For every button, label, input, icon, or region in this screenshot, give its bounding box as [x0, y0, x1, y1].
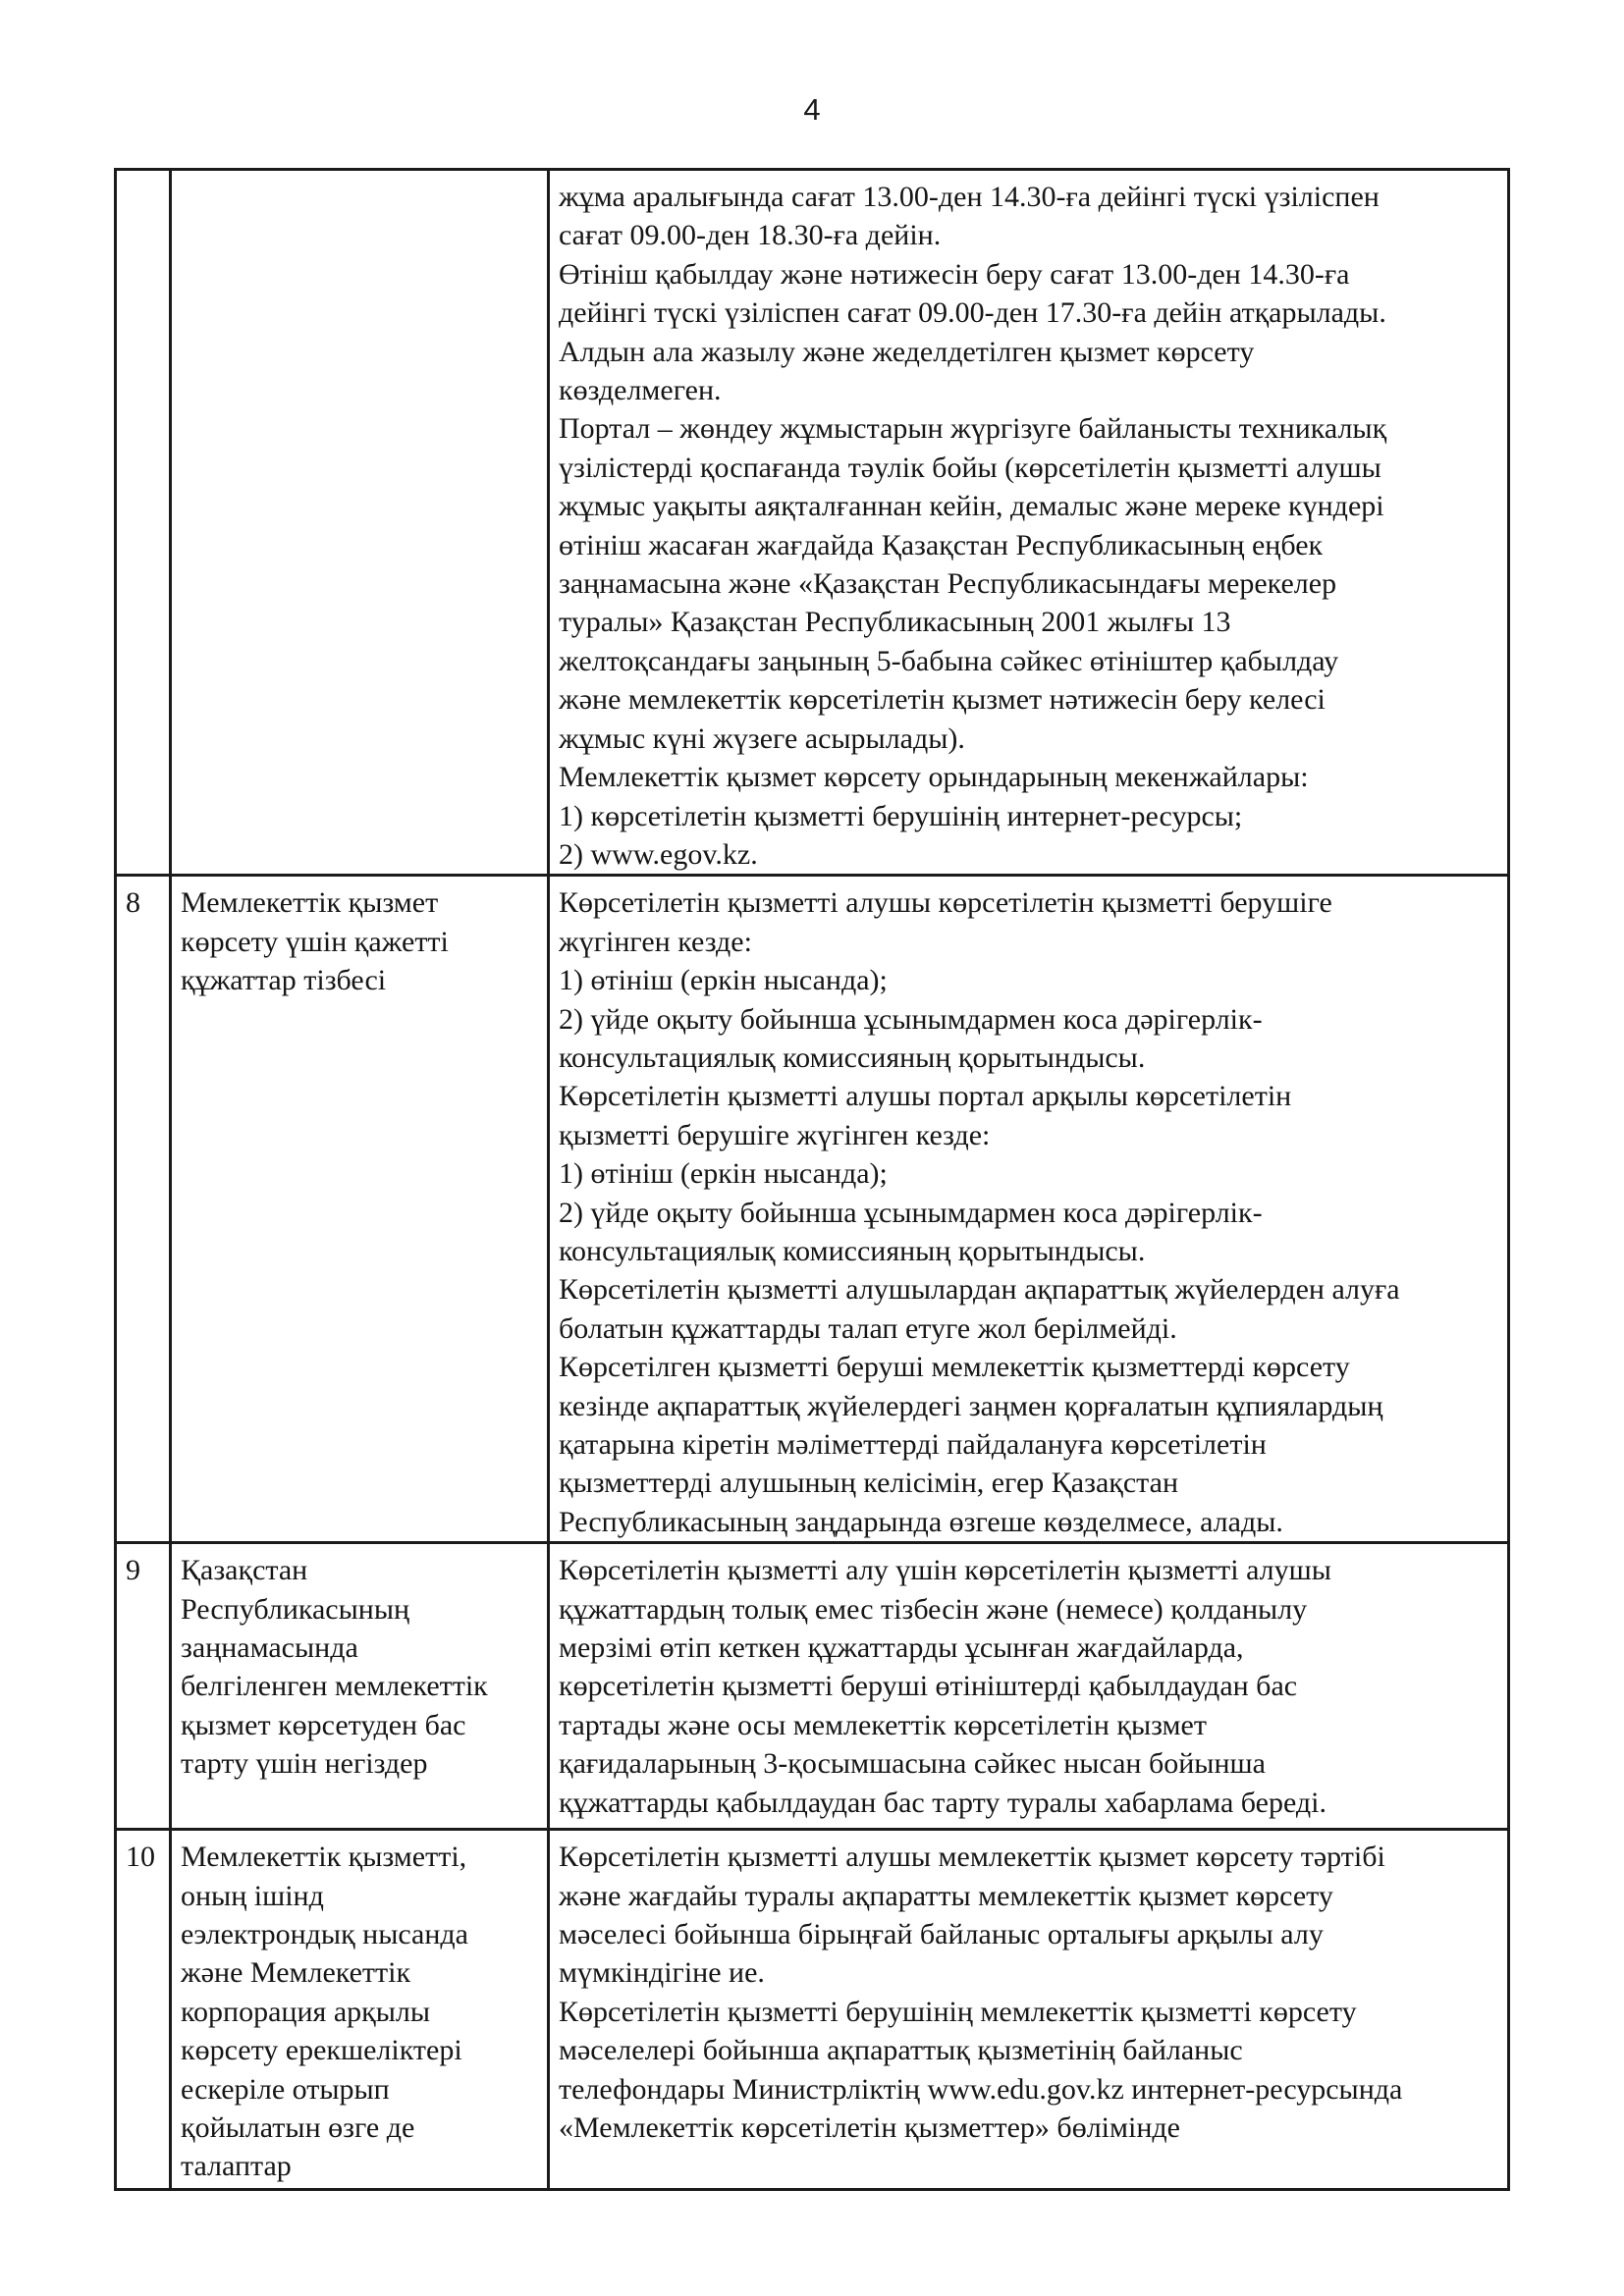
row-label-cell — [171, 1543, 549, 1830]
text-line: Мемлекеттік қызметті, — [181, 1841, 467, 1874]
text-line: Өтініш қабылдау және нәтижесін беру сағат 13.00-ден 14.30-ға — [559, 257, 1350, 291]
text-line: дейінгі түскі үзіліспен сағат 09.00-ден 17.30-ға дейін атқарылады. — [559, 296, 1386, 330]
text-line: тартады және осы мемлекеттік көрсетілетін қызмет — [559, 1708, 1207, 1741]
text-line: 1) өтініш (еркін нысанда); — [559, 964, 888, 997]
table-row — [116, 1543, 1509, 1830]
row-content — [559, 883, 1497, 1541]
row-number-cell — [116, 170, 171, 876]
row-content-cell — [549, 170, 1509, 876]
text-line: белгіленген мемлекеттік — [181, 1670, 488, 1703]
text-line: консультациялық комиссияның қорытындысы. — [559, 1234, 1146, 1267]
text-line: жұмыс күні жүзеге асырылады). — [559, 721, 965, 755]
text-line: мәселесі бойынша бірыңғай байланыс орталығы арқылы алу — [559, 1918, 1324, 1951]
text-line: 1) көрсетілетін қызметті берушінің интернет-ресурсы; — [559, 799, 1243, 832]
text-line: құжаттар тізбесі — [181, 964, 387, 997]
text-line: қызметті берушіге жүгінген кезде: — [559, 1118, 991, 1151]
document-table — [114, 168, 1510, 2191]
text-line: және жағдайы туралы ақпаратты мемлекеттік қызмет көрсету — [559, 1879, 1333, 1912]
text-line: құжаттардың толық емес тізбесін және (немесе) қолданылу — [559, 1592, 1308, 1626]
text-line: Қазақстан — [181, 1554, 308, 1587]
text-line: Мемлекеттік қызмет көрсету орындарының мекенжайлары: — [559, 761, 1309, 794]
text-line: көрсетілетін қызметті беруші өтініштерді қабылдаудан бас — [559, 1670, 1298, 1703]
text-line: 1) өтініш (еркін нысанда); — [559, 1157, 888, 1191]
text-line: болатын құжаттарды талап етуге жол берілмейді. — [559, 1311, 1177, 1345]
row-number-cell — [116, 876, 171, 1543]
row-content — [559, 178, 1497, 874]
row-content-cell — [549, 1543, 1509, 1830]
row-number: 9 — [126, 1554, 140, 1587]
text-line: Республикасының — [181, 1592, 410, 1626]
text-line: көрсету үшін қажетті — [181, 925, 449, 958]
text-line: мүмкіндігіне ие. — [559, 1956, 765, 1990]
text-line: еэлектрондық нысанда — [181, 1918, 468, 1951]
text-line: Көрсетілген қызметті беруші мемлекеттік қызметтерді көрсету — [559, 1351, 1350, 1384]
text-line: 2) үйде оқыту бойынша ұсынымдармен коса дәрігерлік- — [559, 1196, 1263, 1229]
table-row — [116, 170, 1509, 876]
row-label-cell — [171, 1830, 549, 2190]
text-line: және мемлекеттік көрсетілетін қызмет нәтижесін беру келесі — [559, 683, 1326, 717]
text-line: көрсету ерекшеліктері — [181, 2034, 462, 2067]
row-number: 10 — [126, 1841, 155, 1874]
row-label-cell — [171, 876, 549, 1543]
text-line: Көрсетілетін қызметті алушы портал арқылы көрсетілетін — [559, 1080, 1292, 1113]
text-line: көзделмеген. — [559, 374, 722, 407]
text-line: және Мемлекеттік — [181, 1956, 411, 1990]
text-line: Көрсетілетін қызметті берушінің мемлекеттік қызметті көрсету — [559, 1995, 1357, 2028]
text-line: телефондары Министрліктің www.edu.gov.kz интернет-ресурсында — [559, 2072, 1403, 2106]
text-line: қойылатын өзге де — [181, 2111, 415, 2145]
text-line: Республикасының заңдарында өзгеше көзделмесе, алады. — [559, 1505, 1283, 1538]
text-line: өтініш жасаған жағдайда Қазақстан Республикасының еңбек — [559, 528, 1324, 561]
text-line: қағидаларының 3-қосымшасына сәйкес нысан бойынша — [559, 1747, 1266, 1781]
text-line: қатарына кіретін мәліметтерді пайдалануға көрсетілетін — [559, 1428, 1267, 1461]
text-line: Портал – жөндеу жұмыстарын жүргізуге байланысты техникалық — [559, 412, 1387, 446]
text-line: Мемлекеттік қызмет — [181, 886, 439, 920]
row-content — [559, 1551, 1497, 1822]
text-line: консультациялық комиссияның қорытындысы. — [559, 1041, 1146, 1074]
text-line: Көрсетілетін қызметті алушы көрсетілетін қызметті берушіге — [559, 886, 1332, 920]
text-line: Көрсетілетін қызметті алушылардан ақпараттық жүйелерден алуға — [559, 1273, 1400, 1307]
table-row — [116, 1830, 1509, 2190]
row-number: 8 — [126, 886, 140, 920]
text-line: 2) үйде оқыту бойынша ұсынымдармен коса дәрігерлік- — [559, 1002, 1263, 1036]
row-content-cell — [549, 876, 1509, 1543]
row-label — [181, 1551, 537, 1783]
text-line: тарту үшін негіздер — [181, 1747, 428, 1781]
text-line: қызметтерді алушының келісімін, егер Қазақстан — [559, 1467, 1179, 1500]
text-line: қызмет көрсетуден бас — [181, 1708, 466, 1741]
text-line: 2) www.egov.kz. — [559, 837, 758, 871]
row-label — [181, 883, 537, 999]
text-line: Көрсетілетін қызметті алушы мемлекеттік қызмет көрсету тәртібі — [559, 1841, 1385, 1874]
text-line: жұма аралығында сағат 13.00-ден 14.30-ға дейінгі түскі үзіліспен — [559, 181, 1380, 213]
text-line: үзілістерді қоспағанда тәулік бойы (көрсетілетін қызметті алушы — [559, 451, 1381, 484]
row-number-cell — [116, 1830, 171, 2190]
text-line: мәселелері бойынша ақпараттық қызметінің байланыс — [559, 2034, 1243, 2067]
text-line: кезінде ақпараттық жүйелердегі заңмен қорғалатын құпиялардың — [559, 1389, 1383, 1422]
table-row — [116, 876, 1509, 1543]
row-content-cell — [549, 1830, 1509, 2190]
text-line: оның ішінд — [181, 1879, 324, 1912]
text-line: желтоқсандағы заңының 5-бабына сәйкес өтініштер қабылдау — [559, 644, 1339, 677]
page-number: 4 — [803, 92, 821, 127]
text-line: жұмыс уақыты аяқталғаннан кейін, демалыс және мереке күндері — [559, 490, 1384, 523]
text-line: ескеріле отырып — [181, 2072, 390, 2106]
text-line: «Мемлекеттік көрсетілетін қызметтер» бөлімінде — [559, 2111, 1180, 2145]
row-content — [559, 1838, 1497, 2147]
text-line: талаптар — [181, 2150, 292, 2183]
text-line: сағат 09.00-ден 18.30-ға дейін. — [559, 219, 942, 252]
row-label-cell — [171, 170, 549, 876]
text-line: заңнамасына және «Қазақстан Республикасындағы мерекелер — [559, 567, 1337, 601]
text-line: Алдын ала жазылу және жеделдетілген қызмет көрсету — [559, 335, 1255, 368]
text-line: туралы» Қазақстан Республикасының 2001 жылғы 13 — [559, 606, 1231, 639]
text-line: Көрсетілетін қызметті алу үшін көрсетілетін қызметті алушы — [559, 1554, 1331, 1587]
text-line: мерзімі өтіп кеткен құжаттарды ұсынған жағдайларда, — [559, 1631, 1244, 1665]
text-line: құжаттарды қабылдаудан бас тарту туралы хабарлама береді. — [559, 1786, 1326, 1819]
text-line: заңнамасында — [181, 1631, 358, 1665]
text-line: жүгінген кезде: — [559, 925, 752, 958]
row-number-cell — [116, 1543, 171, 1830]
row-label — [181, 1838, 537, 2186]
text-line: корпорация арқылы — [181, 1995, 431, 2028]
